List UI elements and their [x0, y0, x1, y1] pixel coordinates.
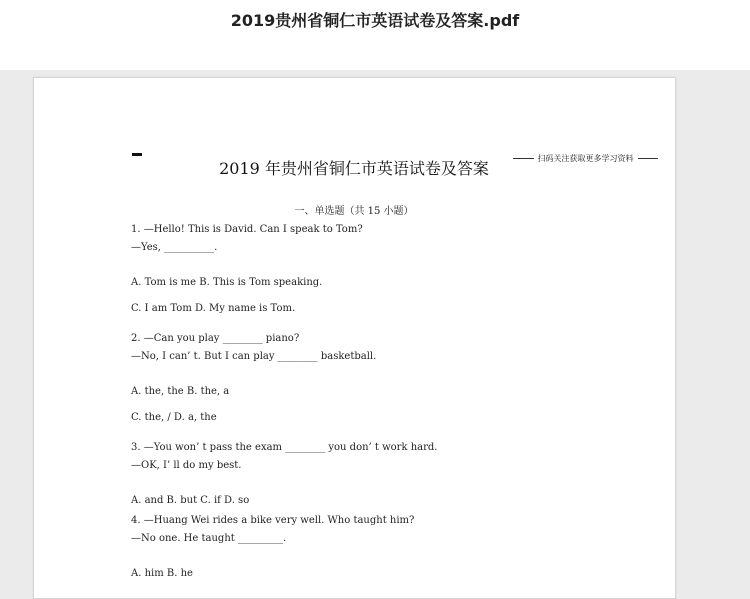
side-note-rule-right	[638, 158, 659, 159]
file-title: 2019贵州省铜仁市英语试卷及答案.pdf	[230, 11, 520, 30]
question-1-options-cd: C. I am Tom D. My name is Tom.	[131, 303, 296, 314]
question-1-reply: —Yes, __________.	[131, 242, 218, 253]
question-4-line: 4. —Huang Wei rides a bike very well. Who taught him?	[131, 515, 415, 526]
document-title: 2019 年贵州省铜仁市英语试卷及答案	[219, 159, 489, 178]
question-2-options-cd: C. the, / D. a, the	[131, 412, 217, 423]
section-heading: 一、单选题（共 15 小题）	[294, 206, 414, 217]
question-3-options: A. and B. but C. if D. so	[131, 495, 250, 506]
question-1-line: 1. —Hello! This is David. Can I speak to Tom?	[131, 224, 363, 235]
viewer-header	[0, 0, 750, 70]
question-2-options-ab: A. the, the B. the, a	[131, 386, 230, 397]
question-4-reply: —No one. He taught _________.	[131, 533, 287, 544]
question-3-reply: —OK, I’ ll do my best.	[131, 460, 242, 471]
dash-mark	[132, 153, 142, 156]
question-1-options-ab: A. Tom is me B. This is Tom speaking.	[131, 277, 323, 288]
question-2-reply: —No, I can’ t. But I can play ________ basketball.	[131, 351, 377, 362]
question-3-line: 3. —You won’ t pass the exam ________ you don’ t work hard.	[131, 442, 438, 453]
side-note-rule-left	[513, 158, 534, 159]
side-note	[513, 151, 658, 165]
side-note-text: 扫码关注获取更多学习资料	[537, 153, 634, 163]
question-4-options: A. him B. he	[131, 568, 193, 579]
document-page	[33, 77, 676, 599]
question-2-line: 2. —Can you play ________ piano?	[131, 333, 300, 344]
